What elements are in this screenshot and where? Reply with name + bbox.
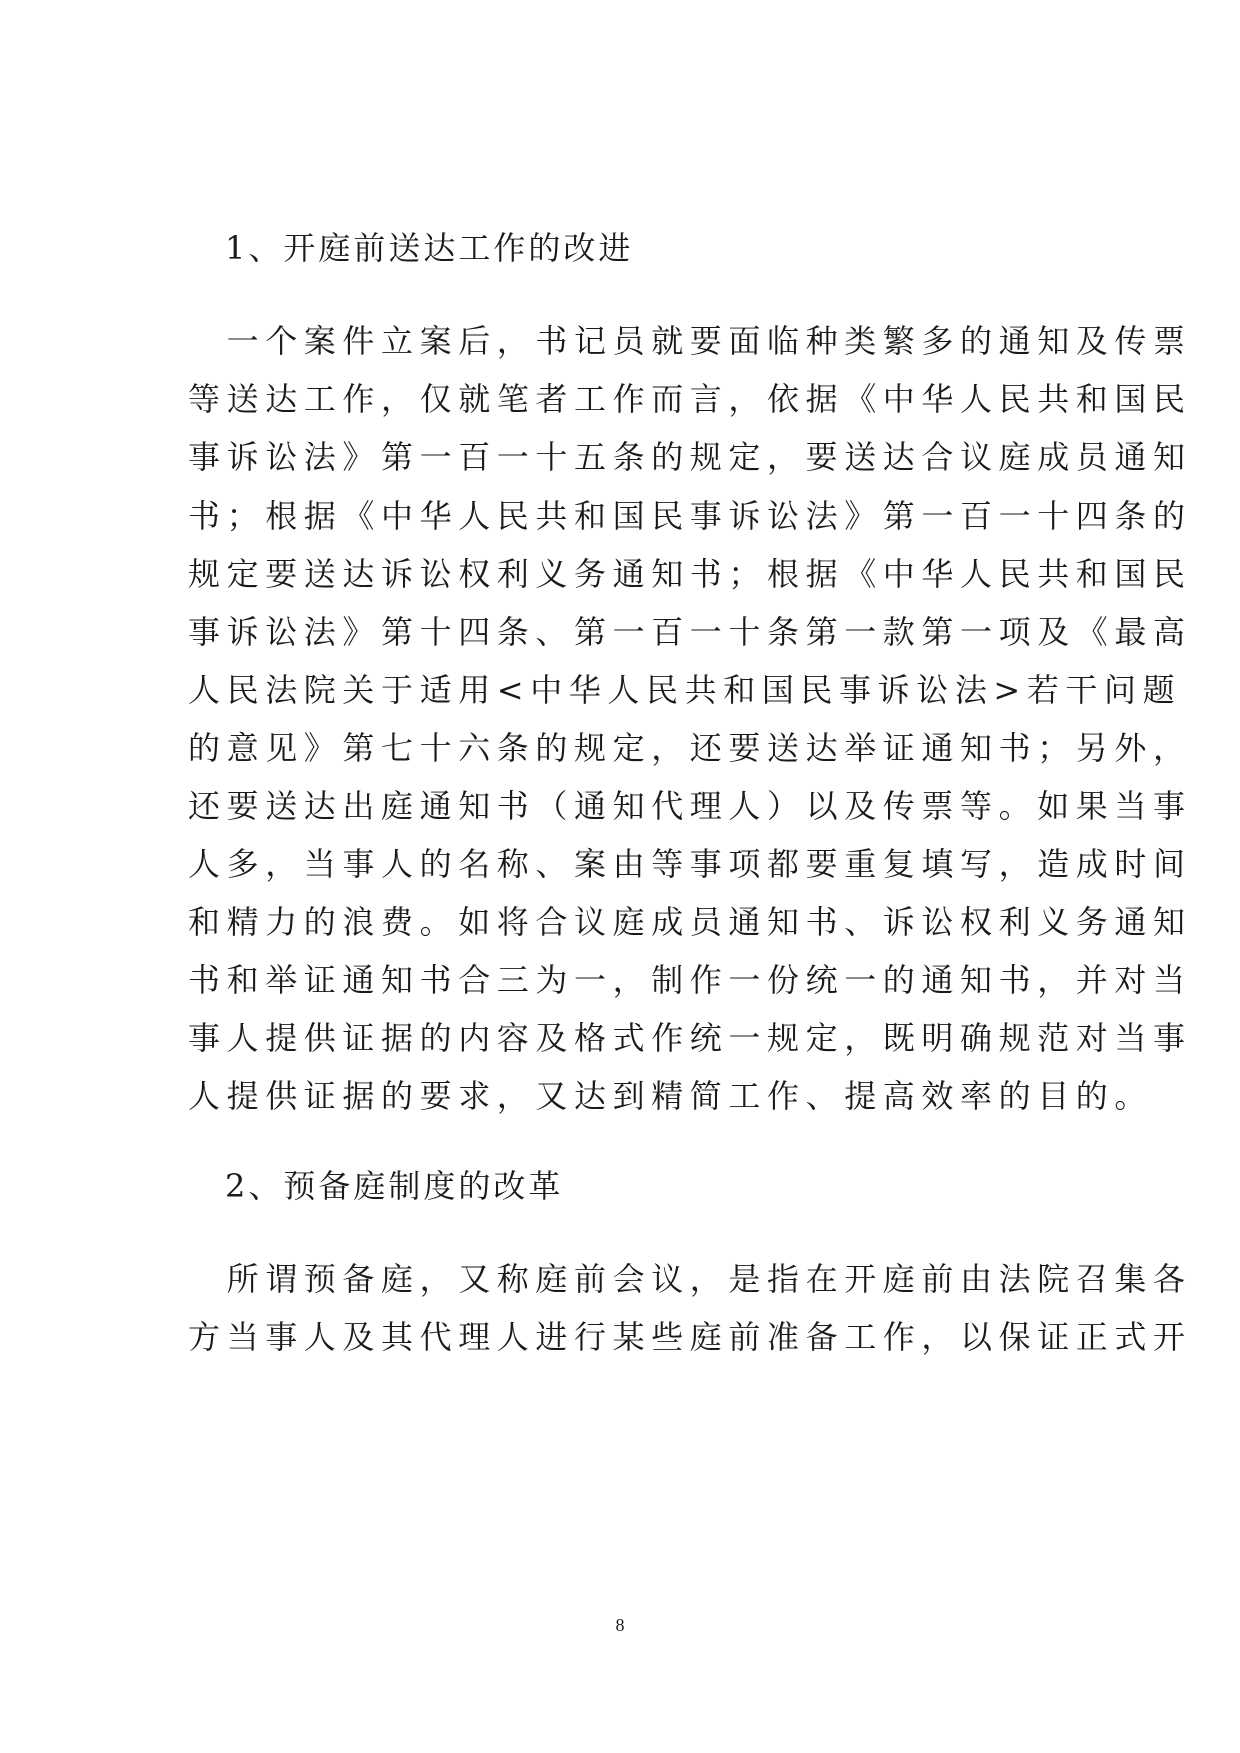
paragraph-line: 规定要送达诉讼权利义务通知书；根据《中华人民共和国民 [188,555,1192,593]
page-number: 8 [615,1615,625,1635]
paragraph-line: 人提供证据的要求，又达到精简工作、提高效率的目的。 [188,1077,1154,1115]
section-heading: 2、预备庭制度的改革 [225,1167,564,1205]
paragraph-line: 方当事人及其代理人进行某些庭前准备工作，以保证正式开 [188,1318,1192,1356]
paragraph-line: 事诉讼法》第十四条、第一百一十条第一款第一项及《最高 [188,613,1192,651]
paragraph-line: 书；根据《中华人民共和国民事诉讼法》第一百一十四条的 [188,497,1192,535]
paragraph-line: 事人提供证据的内容及格式作统一规定，既明确规范对当事 [188,1019,1192,1057]
section-heading: 1、开庭前送达工作的改进 [225,229,634,267]
paragraph-line: 书和举证通知书合三为一，制作一份统一的通知书，并对当 [188,961,1192,999]
paragraph-line: 人民法院关于适用<中华人民共和国民事诉讼法>若干问题 [188,671,1182,709]
paragraph-line: 一个案件立案后，书记员就要面临种类繁多的通知及传票 [188,322,1192,360]
paragraph-line: 的意见》第七十六条的规定，还要送达举证通知书；另外， [188,729,1192,767]
paragraph-line: 和精力的浪费。如将合议庭成员通知书、诉讼权利义务通知 [188,903,1192,941]
paragraph-line: 所谓预备庭，又称庭前会议，是指在开庭前由法院召集各 [188,1260,1192,1298]
paragraph-line: 事诉讼法》第一百一十五条的规定，要送达合议庭成员通知 [188,438,1192,476]
paragraph-line: 等送达工作，仅就笔者工作而言，依据《中华人民共和国民 [188,380,1192,418]
paragraph-line: 人多，当事人的名称、案由等事项都要重复填写，造成时间 [188,845,1192,883]
paragraph-line: 还要送达出庭通知书（通知代理人）以及传票等。如果当事 [188,787,1192,825]
